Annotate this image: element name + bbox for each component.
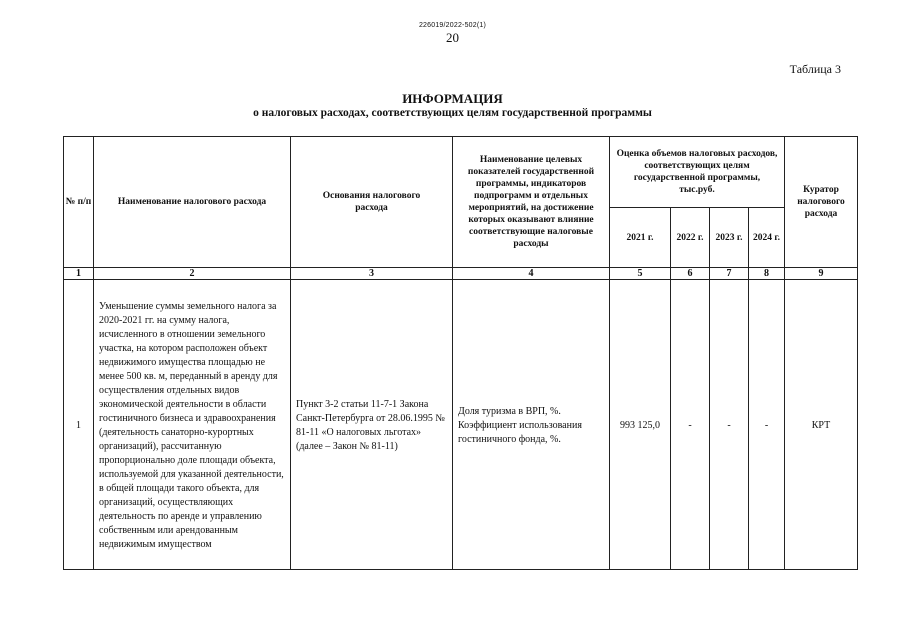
row-value-2021: 993 125,0 (610, 280, 671, 570)
table-label: Таблица 3 (789, 62, 841, 76)
page-number: 20 (446, 30, 459, 45)
header-curator: Куратор налогового расхода (785, 137, 858, 268)
row-num: 1 (64, 280, 94, 570)
tax-expenses-table (63, 136, 858, 570)
document-number: 226019/2022-502(1) (418, 22, 487, 29)
index-cell: 9 (785, 268, 858, 280)
row-value-2023: - (710, 280, 749, 570)
header-year-2021: 2021 г. (610, 208, 671, 268)
header-basis: Основания налогового расхода (291, 137, 453, 268)
header-year-2022: 2022 г. (671, 208, 710, 268)
column-index-row (64, 268, 858, 280)
index-cell: 3 (291, 268, 453, 280)
header-year-2023: 2023 г. (710, 208, 749, 268)
row-value-2022: - (671, 280, 710, 570)
index-cell: 7 (710, 268, 749, 280)
index-cell: 8 (749, 268, 785, 280)
index-cell: 2 (94, 268, 291, 280)
index-cell: 4 (453, 268, 610, 280)
row-basis: Пункт 3-2 статьи 11-7-1 Закона Санкт-Петербурга от 28.06.1995 № 81-11 «О налоговых льготах» (далее – Закон № 81-11) (291, 280, 453, 570)
row-indicators: Доля туризма в ВРП, %. Коэффициент использования гостиничного фонда, %. (453, 280, 610, 570)
row-value-2024: - (749, 280, 785, 570)
header-year-2024: 2024 г. (749, 208, 785, 268)
index-cell: 6 (671, 268, 710, 280)
table-header-row (64, 137, 858, 208)
header-num: № п/п (64, 137, 94, 268)
index-cell: 1 (64, 268, 94, 280)
header-name: Наименование налогового расхода (94, 137, 291, 268)
document-title: ИНФОРМАЦИЯ (402, 91, 503, 106)
document-subtitle: о налоговых расходах, соответствующих целям государственной программы (253, 107, 652, 119)
header-indicators: Наименование целевых показателей государственной программы, индикаторов подпрограмм и отдельных мероприятий, на достижение которых оказывают влияние соответствующие налоговые расходы (453, 137, 610, 268)
row-tax-expense-name: Уменьшение суммы земельного налога за 2020-2021 гг. на сумму налога, исчисленного в отношении земельного участка, на котором расположен объект недвижимого имущества площадью не менее 500 кв. м, переданный в аренду для осуществления отдельных видов экономической деятельности в области гостиничного бизнеса и здравоохранения (деятельность санаторно-курортных организаций), рассчитанную пропорционально доле площади объекта, используемой для указанной деятельности, в общей площади такого объекта, для организаций, осуществляющих деятельность по аренде и управлению собственным или арендованным недвижимым имуществом (94, 280, 291, 570)
header-estimate-group: Оценка объемов налоговых расходов, соответствующих целям государственной программы, тыс.руб. (610, 137, 785, 208)
row-curator: КРТ (785, 280, 858, 570)
index-cell: 5 (610, 268, 671, 280)
table-row (64, 280, 858, 570)
